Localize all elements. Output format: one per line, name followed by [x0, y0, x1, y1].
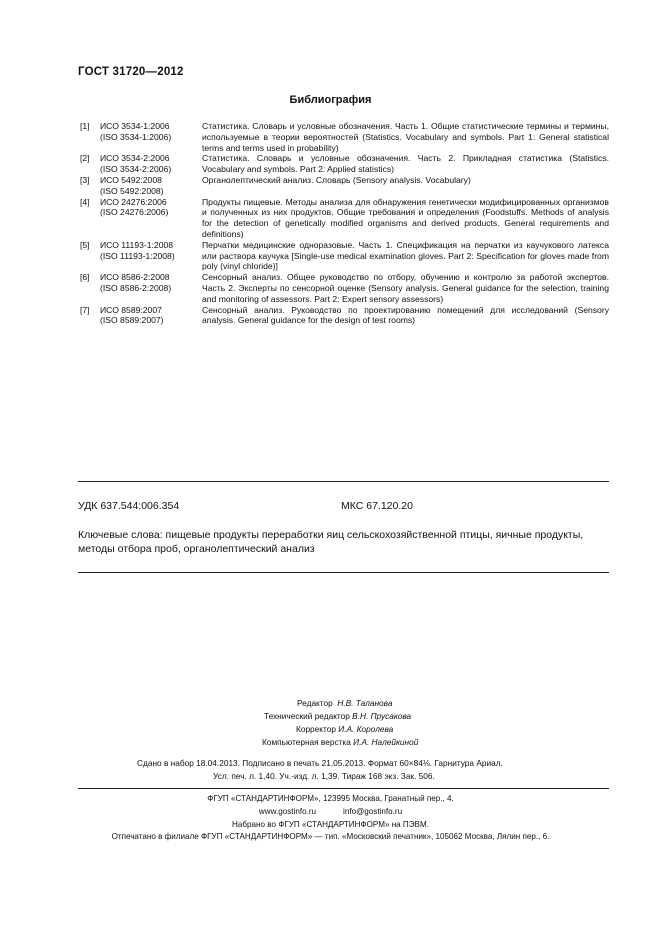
reference-number: [5]: [80, 239, 90, 250]
reference-standard: ИСО 8589:2007 (ISO 8589:2007): [100, 304, 164, 326]
reference-number: [3]: [80, 174, 90, 185]
reference-item: [80, 121, 609, 153]
reference-standard: ИСО 5492:2008 (ISO 5492:2008): [100, 174, 164, 196]
reference-item: [80, 175, 609, 197]
reference-number: [7]: [80, 304, 90, 315]
reference-item: [80, 197, 609, 240]
reference-description: Перчатки медицинские одноразовые. Часть 1. Спецификация на перчатки из каучукового латекса или раствора каучука [Single-use medical examination gloves. Part 2: Specification for gloves made from poly (vinyl chloride)]: [202, 239, 609, 272]
divider: [78, 788, 609, 789]
reference-standard: ИСО 3534-1:2006 (ISO 3534-1:2006): [100, 121, 172, 142]
udk-code: УДК 637.544:006.354: [78, 500, 180, 512]
reference-standard: ИСО 3534-2:2006 (ISO 3534-2:2006): [100, 153, 172, 175]
reference-description: Статистика. Словарь и условные обозначения. Часть 1. Общие статистические термины и термины, используемые в теории вероятностей (Statistics. Vocabulary and symbols. Part 1: General statistical terms and terms used in probability): [202, 121, 609, 153]
imprint-line: Сдано в набор 18.04.2013. Подписано в печать 21.05.2013. Формат 60×84⅛. Гарнитура Ариал.: [137, 758, 503, 768]
publisher-contacts: www.gostinfo.ru info@gostinfo.ru: [258, 807, 403, 816]
typeset-note: Набрано во ФГУП «СТАНДАРТИНФОРМ» на ПЭВМ.: [232, 820, 429, 829]
bibliography-title: Библиография: [289, 94, 372, 106]
reference-description: Статистика. Словарь и условные обозначения. Часть 2. Прикладная статистика (Statistics. Vocabulary and symbols. Part 2: Applied statistics): [202, 153, 609, 175]
editor-line: [264, 711, 411, 721]
reference-description: Органолептический анализ. Словарь (Sensory analysis. Vocabulary): [202, 174, 471, 185]
editor-line: [296, 724, 393, 734]
publisher-address: ФГУП «СТАНДАРТИНФОРМ», 123995 Москва, Гранатный пер., 4.: [207, 794, 454, 803]
reference-item: [80, 153, 609, 175]
imprint-line: Усл. печ. л. 1,40. Уч.-изд. л. 1,39. Тираж 168 экз. Зак. 506.: [213, 771, 435, 781]
editor-name: И.А. Королева: [338, 724, 394, 734]
reference-item: [80, 240, 609, 272]
reference-number: [1]: [80, 121, 90, 131]
editor-name: И.А. Налейкиной: [353, 737, 419, 747]
reference-number: [2]: [80, 153, 90, 164]
divider: [78, 481, 609, 482]
mks-code: МКС 67.120.20: [341, 500, 413, 512]
reference-description: Сенсорный анализ. Руководство по проектированию помещений для исследований (Sensory analysis. General guidance for the design of test rooms): [202, 304, 609, 326]
reference-item: [80, 272, 609, 304]
reference-standard: ИСО 24276:2006 (ISO 24276:2006): [100, 196, 169, 218]
editor-name: В.Н. Прусакова: [352, 711, 412, 721]
editor-role: Компьютерная верстка: [262, 737, 351, 747]
editor-line: [297, 698, 392, 708]
reference-standard: ИСО 8586-2:2008 (ISO 8586-2:2008): [100, 272, 172, 293]
reference-description: Сенсорный анализ. Общее руководство по отбору, обучению и контролю за работой экспертов. Часть 2. Эксперты по сенсорной оценке (Sensory analysis. General guidance for the selection, training and monitoring of assessors. Part 2: Expert sensory assessors): [202, 272, 609, 304]
keywords: Ключевые слова: пищевые продукты переработки яиц сельскохозяйственной птицы, яичные продукты, методы отбора проб, органолептический анализ: [78, 529, 584, 555]
editor-name: Н.В. Таланова: [337, 698, 393, 708]
reference-item: [80, 305, 609, 327]
editor-line: [262, 737, 418, 747]
reference-description: Продукты пищевые. Методы анализа для обнаружения генетически модифицированных организмов и полученных из них продуктов. Общие требования и определения (Foodstuffs. Methods of analysis for the detection of genetically modified organisms and derived products. General requirements and definitions): [202, 196, 609, 239]
editor-role: Корректор: [296, 724, 336, 734]
editor-role: Редактор: [297, 698, 333, 708]
reference-standard: ИСО 11193-1:2008 (ISO 11193-1:2008): [100, 239, 175, 261]
divider: [78, 572, 609, 573]
printed-note: Отпечатано в филиале ФГУП «СТАНДАРТИНФОРМ» — тип. «Московский печатник», 105062 Москва, Лялин пер., 6.: [111, 832, 550, 841]
editor-role: Технический редактор: [264, 711, 350, 721]
reference-number: [6]: [80, 272, 90, 283]
reference-list: [80, 121, 609, 326]
document-header: ГОСТ 31720—2012: [78, 66, 184, 78]
reference-number: [4]: [80, 196, 90, 207]
